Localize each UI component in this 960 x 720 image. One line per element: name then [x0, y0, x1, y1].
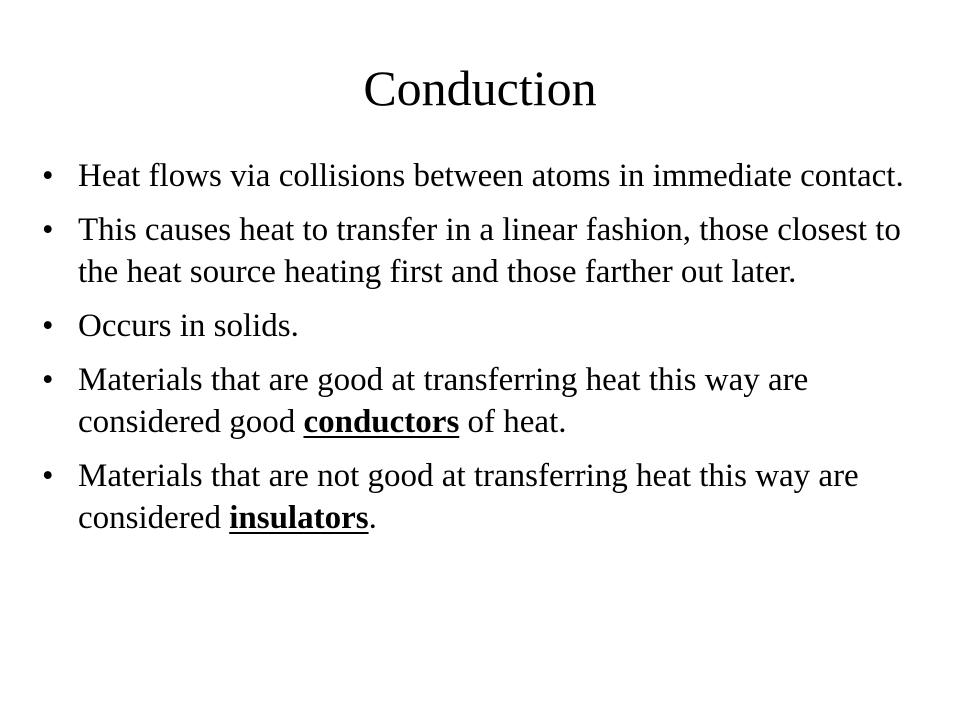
bullet-item-conductors — [42, 359, 922, 443]
bullet-mark: • — [42, 362, 54, 398]
bullet-item-linear-transfer — [42, 209, 922, 293]
bullet-item-heat-flows — [42, 155, 922, 197]
bullet-mark: • — [42, 458, 54, 494]
bullet-mark: • — [42, 308, 54, 344]
bullet-text: Heat flows via collisions between atoms in immediate contact. — [78, 158, 904, 194]
bullet-text-before: Materials that are good at transferring heat this way are considered good — [78, 362, 809, 440]
bullet-text: This causes heat to transfer in a linear fashion, those closest to the heat source heating first and those farther out later. — [78, 212, 901, 290]
bullet-text-after: of heat. — [459, 404, 567, 440]
bullet-item-occurs-in-solids — [42, 305, 922, 347]
term-conductors: conductors — [303, 404, 460, 440]
bullet-text: Occurs in solids. — [78, 308, 299, 344]
term-insulators: insulators — [229, 500, 369, 536]
bullet-mark: • — [42, 212, 54, 248]
bullet-text-after: . — [368, 500, 377, 536]
bullet-item-insulators — [42, 455, 922, 539]
bullet-mark: • — [42, 158, 54, 194]
bullet-text-before: Materials that are not good at transferring heat this way are considered — [78, 458, 859, 536]
slide-title: Conduction — [363, 60, 597, 116]
bullet-list — [42, 155, 922, 551]
